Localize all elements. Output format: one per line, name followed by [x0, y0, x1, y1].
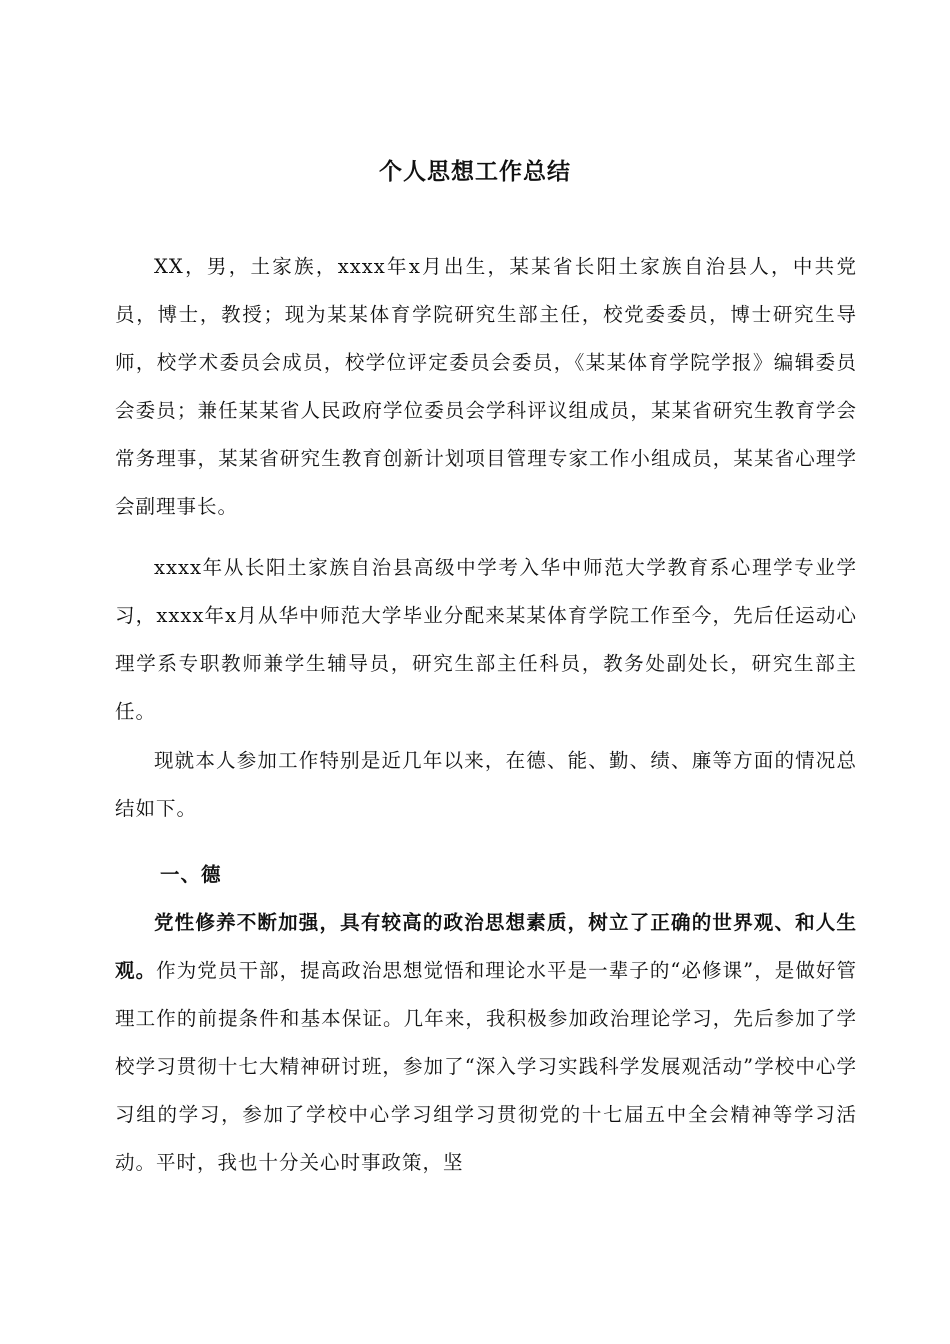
paragraph-text: 现就本人参加工作特别是近几年以来，在德、能、勤、绩、廉等方面的情况总结如下。: [115, 749, 857, 820]
paragraph-body-text: 作为党员干部，提高政治思想觉悟和理论水平是一辈子的“必修课”，是做好管理工作的前提条件和基本保证。几年来，我积极参加政治理论学习，先后参加了学校学习贯彻十七大精神研讨班，参加了“深入学习实践科学发展观活动”学校中心学习组的学习，参加了学校中心学习组学习贯彻党的十七届五中全会精神等学习活动。平时，我也十分关心时事政策，坚: [115, 959, 857, 1174]
bold-lead-sentence: 党性修养不断加强，具有较高的政治思想素质，树立了正确的世界观、和人生观。: [115, 911, 857, 982]
paragraph-career-history: [115, 544, 857, 736]
document-title: 个人思想工作总结: [379, 159, 571, 185]
paragraph-text: XX，男，土家族，xxxx年x月出生，某某省长阳土家族自治县人，中共党员，博士，教授；现为某某体育学院研究生部主任，校党委委员，博士研究生导师，校学术委员会成员，校学位评定委员会委员，《某某体育学院学报》编辑委员会委员；兼任某某省人民政府学位委员会学科评议组成员，某某省研究生教育学会常务理事，某某省研究生教育创新计划项目管理专家工作小组成员，某某省心理学会副理事长。: [115, 255, 857, 518]
paragraph-summary-intro: [115, 737, 857, 833]
section-heading: 一、德: [160, 863, 222, 886]
paragraph-personal-info: [115, 243, 857, 531]
paragraph-morality-section: [115, 899, 857, 1187]
paragraph-text: [115, 899, 857, 1187]
paragraph-text: xxxx年从长阳土家族自治县高级中学考入华中师范大学教育系心理学专业学习，xxxx年x月从华中师范大学毕业分配来某某体育学院工作至今，先后任运动心理学系专职教师兼学生辅导员，研究生部主任科员，教务处副处长，研究生部主任。: [115, 556, 857, 723]
